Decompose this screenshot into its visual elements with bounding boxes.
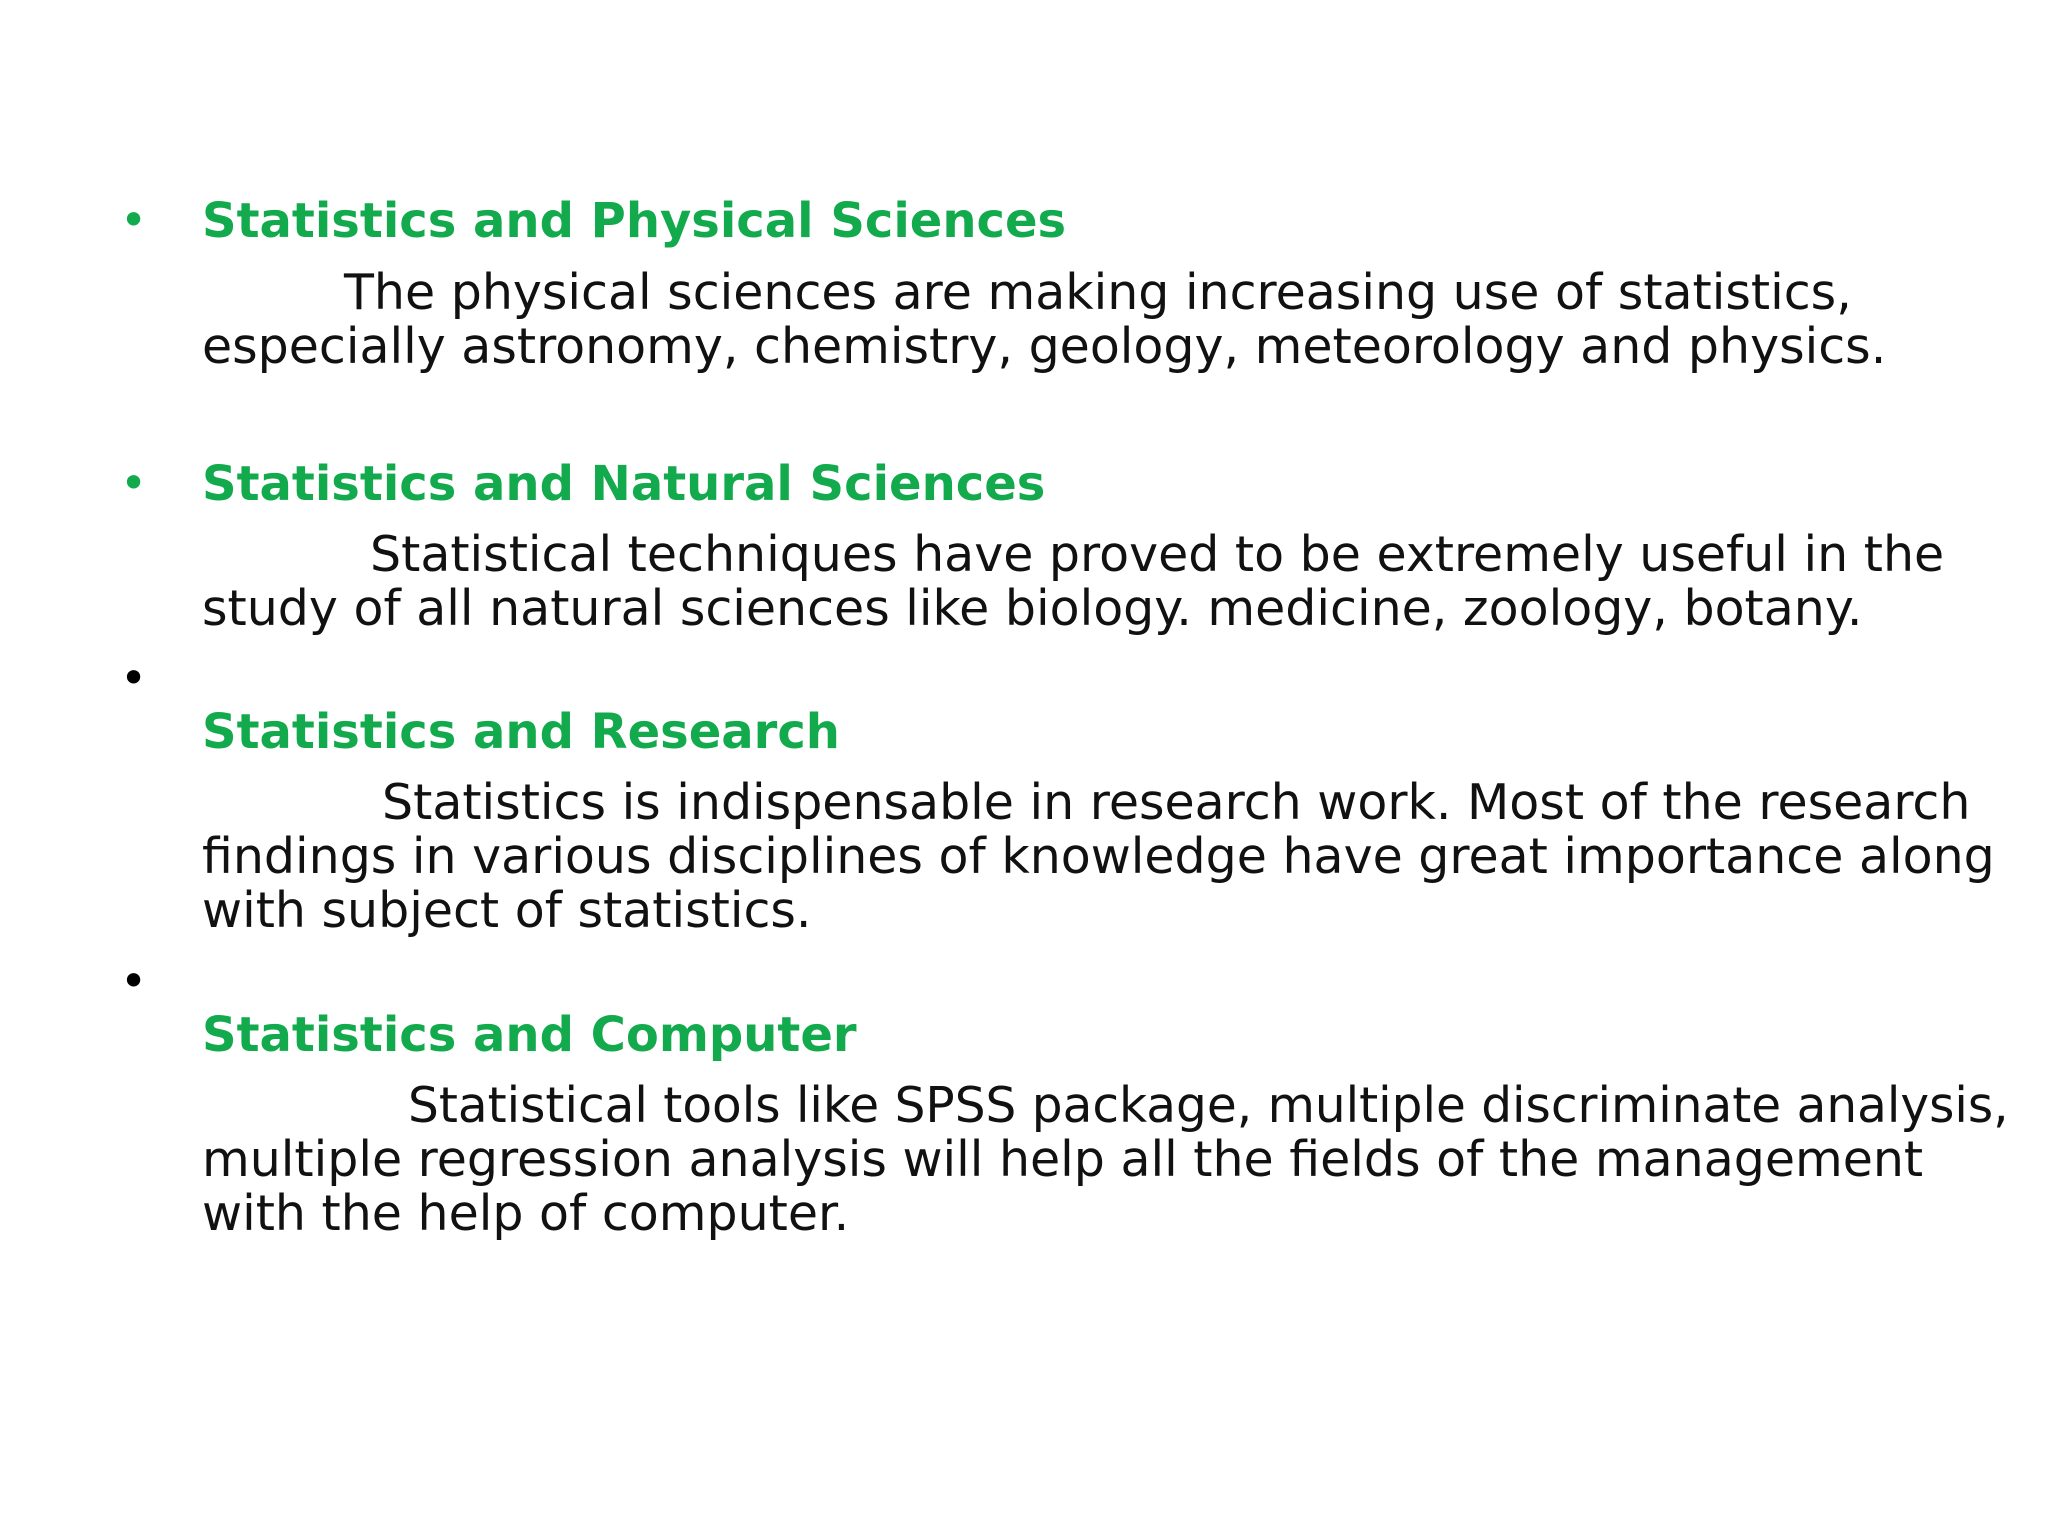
body-line: Statistics is indispensable in research work. Most of the research — [382, 774, 1971, 831]
bullet-icon: • — [120, 456, 148, 510]
body-line: The physical sciences are making increasing use of statistics, — [344, 264, 1852, 321]
item-body — [202, 266, 1922, 374]
body-line: study of all natural sciences like biology. medicine, zoology, botany. — [202, 580, 1863, 637]
item-body — [202, 526, 1945, 637]
bullet-icon: • — [120, 193, 148, 247]
item-heading: Statistics and Physical Sciences — [202, 193, 1067, 249]
item-body — [202, 1078, 2009, 1242]
item-body — [202, 774, 1995, 939]
body-line: especially astronomy, chemistry, geology, meteorology and physics. — [202, 318, 1887, 375]
body-line: Statistical techniques have proved to be extremely useful in the — [370, 526, 1945, 583]
item-heading: Statistics and Natural Sciences — [202, 456, 1046, 512]
bullet-icon: • — [120, 651, 148, 705]
body-line: with the help of computer. — [202, 1185, 850, 1242]
body-line: with subject of statistics. — [202, 882, 812, 939]
body-line: multiple regression analysis will help all the fields of the management — [202, 1131, 1924, 1188]
bullet-icon: • — [120, 954, 148, 1008]
body-line: Statistical tools like SPSS package, multiple discriminate analysis, — [408, 1078, 2009, 1134]
item-heading: Statistics and Research — [202, 704, 840, 760]
body-line: findings in various disciplines of knowledge have great importance along — [202, 828, 1995, 885]
item-heading: Statistics and Computer — [202, 1007, 857, 1063]
